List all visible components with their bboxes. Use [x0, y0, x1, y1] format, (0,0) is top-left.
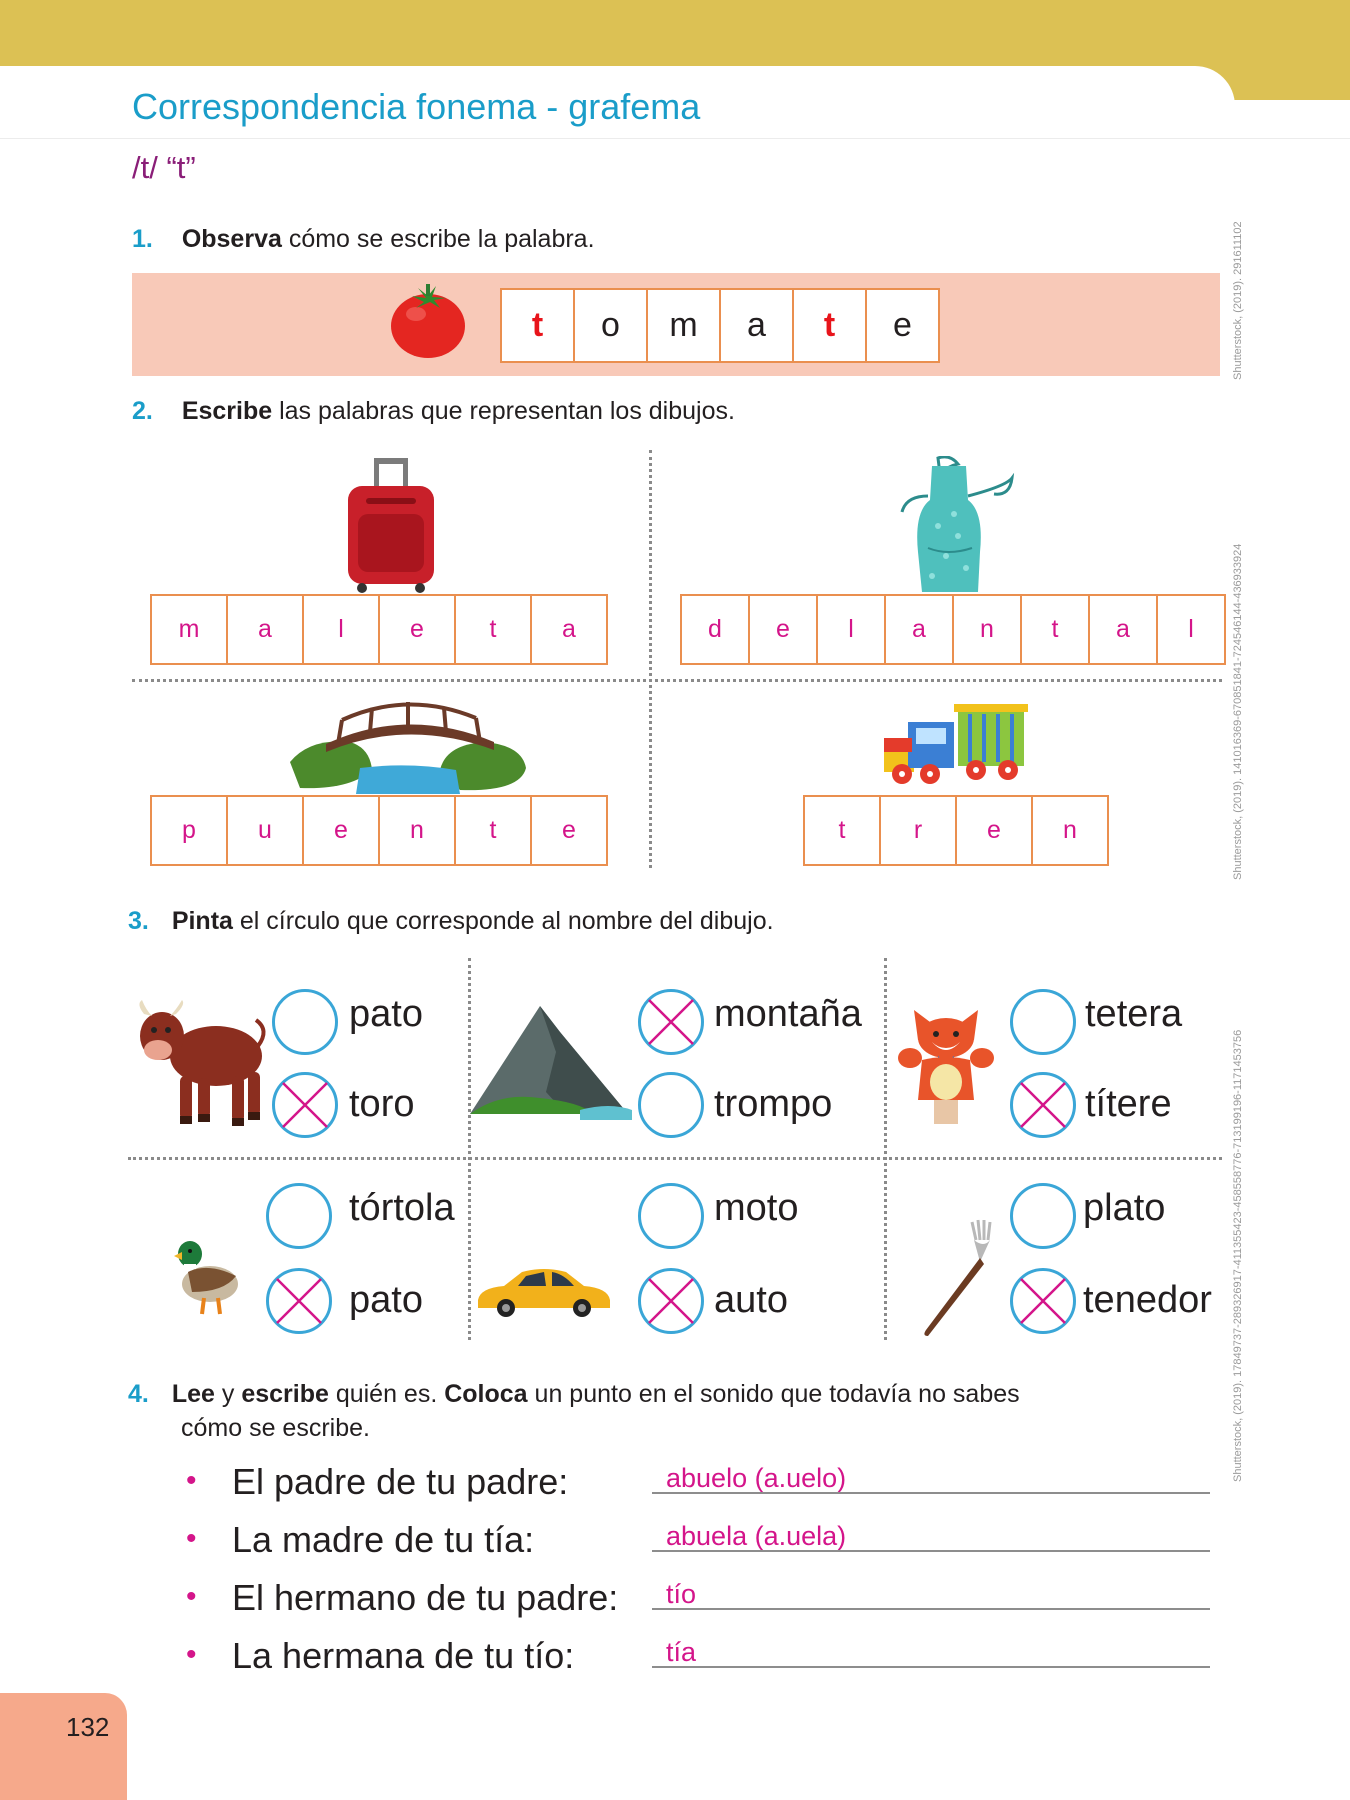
exercise-4-instruction-line2: cómo se escribe.: [181, 1414, 370, 1442]
word-delantal: [682, 594, 1226, 665]
option-circle[interactable]: [638, 1072, 704, 1138]
word-tren: [805, 795, 1109, 866]
option-word: tenedor: [1083, 1279, 1212, 1321]
bullet: •: [186, 1580, 197, 1613]
exercise-1-instruction: [132, 225, 595, 254]
bullet: •: [186, 1522, 197, 1555]
letter-box: t: [500, 288, 575, 363]
letter-box: a: [226, 594, 304, 665]
option-word: pato: [349, 1279, 423, 1321]
answer-text[interactable]: abuela (a.uela): [666, 1521, 847, 1551]
exercise-4-text: y: [214, 1380, 242, 1408]
option-word: plato: [1083, 1187, 1166, 1229]
letter-box: e: [302, 795, 380, 866]
question-text: La hermana de tu tío:: [232, 1635, 575, 1676]
option-word: moto: [714, 1187, 799, 1229]
question-text: El padre de tu padre:: [232, 1461, 569, 1502]
page-number-tab: [0, 1693, 127, 1800]
letter-box: r: [879, 795, 957, 866]
option-circle[interactable]: [1010, 989, 1076, 1055]
option-word: tetera: [1085, 993, 1183, 1035]
grid-divider-vertical: [884, 958, 887, 1340]
bull-icon: [132, 1000, 267, 1132]
letter-box: e: [748, 594, 818, 665]
option-word: tórtola: [349, 1187, 455, 1229]
letter-box: e: [955, 795, 1033, 866]
fork-icon: [918, 1218, 996, 1338]
letter-box: m: [150, 594, 228, 665]
letter-box: n: [378, 795, 456, 866]
exercise-3-instruction: [128, 907, 774, 936]
bullet: •: [186, 1638, 197, 1671]
letter-box: t: [792, 288, 867, 363]
answer-text[interactable]: abuelo (a.uelo): [666, 1463, 847, 1493]
letter-box: l: [1156, 594, 1226, 665]
exercise-1-verb: Observa: [181, 225, 282, 253]
letter-box: t: [803, 795, 881, 866]
option-word: montaña: [714, 993, 862, 1035]
phoneme-label: /t/ “t”: [132, 150, 196, 185]
page-title: Correspondencia fonema - grafema: [132, 86, 701, 127]
exercise-1-number: 1.: [132, 225, 153, 253]
mountain-icon: [470, 1002, 632, 1120]
letter-box: l: [302, 594, 380, 665]
tomato-icon: [388, 280, 468, 360]
x-mark-icon: [271, 1273, 327, 1329]
exercise-4-text: un punto en el sonido que todavía no sabes: [527, 1380, 1020, 1408]
exercise-2-number: 2.: [132, 397, 153, 425]
letter-box: p: [150, 795, 228, 866]
option-circle[interactable]: [638, 1183, 704, 1249]
exercise-1-text: cómo se escribe la palabra.: [281, 225, 595, 253]
question-text: La madre de tu tía:: [232, 1519, 535, 1560]
x-mark-icon: [277, 1077, 333, 1133]
letter-box: m: [646, 288, 721, 363]
letter-box: e: [530, 795, 608, 866]
x-mark-icon: [643, 1273, 699, 1329]
car-icon: [474, 1266, 614, 1318]
letter-box: a: [719, 288, 794, 363]
option-word: títere: [1085, 1083, 1172, 1125]
letter-box: e: [865, 288, 940, 363]
letter-box: t: [454, 795, 532, 866]
option-circle[interactable]: [1010, 1183, 1076, 1249]
letter-box: t: [454, 594, 532, 665]
answer-text[interactable]: tío: [666, 1579, 697, 1609]
letter-box: o: [573, 288, 648, 363]
train-icon: [880, 698, 1030, 788]
exercise-4-verb-lee: Lee: [171, 1380, 215, 1408]
exercise-3-text: el círculo que corresponde al nombre del dibujo.: [232, 907, 774, 935]
question-text: El hermano de tu padre:: [232, 1577, 619, 1618]
letter-box: n: [1031, 795, 1109, 866]
letter-box: a: [884, 594, 954, 665]
letter-box: t: [1020, 594, 1090, 665]
letter-box: l: [816, 594, 886, 665]
exercise-3-verb: Pinta: [171, 907, 233, 935]
exercise-2-verb: Escribe: [181, 397, 273, 425]
grid-divider-horizontal: [132, 679, 1222, 682]
x-mark-icon: [1015, 1273, 1071, 1329]
option-word: auto: [714, 1279, 788, 1321]
exercise-2-instruction: [132, 397, 735, 426]
header-divider: [0, 138, 1350, 139]
option-word: trompo: [714, 1083, 833, 1125]
answer-text[interactable]: tía: [666, 1637, 697, 1667]
page-number: 132: [66, 1712, 110, 1742]
word-maleta: [152, 594, 608, 665]
image-credit: Shutterstock, (2019). 1784973​7-289326917-411355423-458558776-713199196-1171453756: [1232, 1029, 1244, 1482]
word-tomate: [502, 288, 940, 363]
bullet: •: [186, 1464, 197, 1497]
exercise-4-verb-coloca: Coloca: [444, 1380, 528, 1408]
fox-puppet-icon: [896, 1000, 996, 1126]
letter-box: a: [1088, 594, 1158, 665]
answer-line: [652, 1608, 1210, 1610]
apron-icon: [898, 456, 1018, 594]
exercise-4-instruction: [128, 1380, 1020, 1409]
duck-icon: [168, 1232, 242, 1318]
word-puente: [152, 795, 608, 866]
option-word: toro: [349, 1083, 415, 1125]
bridge-icon: [290, 698, 526, 794]
option-circle[interactable]: [272, 989, 338, 1055]
image-credit: Shutterstock, (2019). 141016369-670851841-724546144-436933924: [1232, 543, 1244, 880]
exercise-4-verb-escribe: escribe: [241, 1380, 329, 1408]
exercise-3-number: 3.: [128, 907, 149, 935]
answer-line: [652, 1550, 1210, 1552]
grid-divider-vertical: [649, 450, 652, 868]
image-credit: Shutterstock, (2019). 291611102: [1232, 221, 1244, 380]
exercise-2-text: las palabras que representan los dibujos.: [272, 397, 735, 425]
grid-divider-horizontal: [128, 1157, 1222, 1160]
x-mark-icon: [643, 994, 699, 1050]
x-mark-icon: [1015, 1077, 1071, 1133]
suitcase-icon: [344, 454, 438, 594]
answer-line: [652, 1492, 1210, 1494]
option-word: pato: [349, 993, 423, 1035]
letter-box: n: [952, 594, 1022, 665]
answer-line: [652, 1666, 1210, 1668]
exercise-4-text: quién es.: [328, 1380, 445, 1408]
letter-box: u: [226, 795, 304, 866]
option-circle[interactable]: [266, 1183, 332, 1249]
exercise-4-number: 4.: [128, 1380, 149, 1408]
letter-box: a: [530, 594, 608, 665]
letter-box: e: [378, 594, 456, 665]
letter-box: d: [680, 594, 750, 665]
